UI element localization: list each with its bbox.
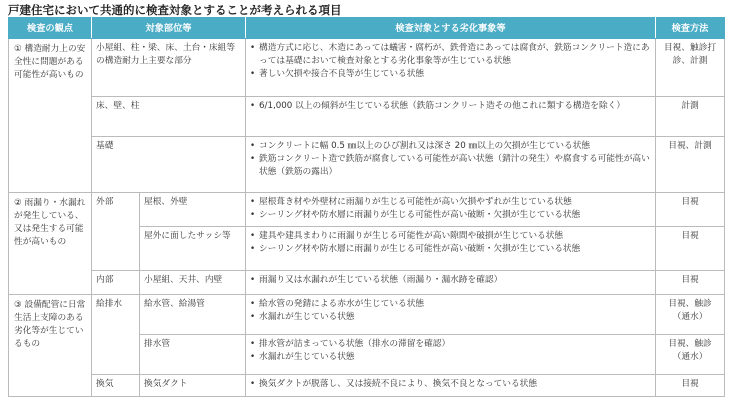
target-cell: 給水管、給湯管 [140,295,246,335]
inspection-table [8,17,725,397]
group-cell: 内部 [92,271,140,295]
table-row [9,375,725,397]
table-row [9,137,725,193]
target-cell: 屋外に面したサッシ等 [140,227,246,271]
table-row [9,193,725,227]
deterioration-cell [246,227,656,271]
deterioration-cell [246,137,656,193]
target-cell: 換気ダクト [140,375,246,397]
deterioration-item: • 屋根葺き材や外壁材に雨漏りが生じる可能性が高い欠損やずれが生じている状態 [250,196,651,209]
deterioration-item: • シーリング材や防水層に雨漏りが生じる可能性が高い破断・欠損が生じている状態 [250,209,651,222]
deterioration-item: • 換気ダクトが脱落し、又は接続不良により、換気不良となっている状態 [250,378,651,391]
target-cell: 小屋組、柱・梁、床、土台・床組等の構造耐力上主要な部分 [92,39,246,97]
document-title: 戸建住宅において共通的に検査対象とすることが考えられる項目 [8,3,342,17]
deterioration-item: • 給水管の発錆による赤水が生じている状態 [250,298,651,311]
header-method: 検査方法 [656,18,725,39]
deterioration-item: • 構造方式に応じ、木造にあっては蟻害・腐朽が、鉄骨造にあっては腐食が、鉄筋コンクリート造にあっては基礎において検査対象とする劣化事象等が生じている状態 [250,42,651,68]
deterioration-item: • 雨漏り又は水漏れが生じている状態（雨漏り・漏水跡を確認） [250,274,651,287]
deterioration-cell [246,375,656,397]
target-cell: 小屋組、天井、内壁 [140,271,246,295]
group-cell: 外部 [92,193,140,271]
deterioration-cell [246,335,656,375]
table-row [9,97,725,137]
deterioration-item: • 6/1,000 以上の傾斜が生じている状態（鉄筋コンクリート造その他これに類する構造を除く） [250,100,651,113]
table-row [9,271,725,295]
table-header-row [9,18,725,39]
aspect-cell: ① 構造耐力上の安全性に問題がある可能性が高いもの [9,39,92,193]
header-target: 対象部位等 [92,18,246,39]
deterioration-item: • 水漏れが生じている状態 [250,311,651,324]
target-cell: 基礎 [92,137,246,193]
aspect-cell: ③ 設備配管に日常生活上支障のある劣化等が生じているもの [9,295,92,397]
table-row [9,295,725,335]
method-cell: 目視 [656,271,725,295]
method-cell: 目視 [656,375,725,397]
target-cell: 排水管 [140,335,246,375]
target-cell: 床、壁、柱 [92,97,246,137]
deterioration-cell [246,193,656,227]
header-deterioration: 検査対象とする劣化事象等 [246,18,656,39]
deterioration-item: • シーリング材や防水層に雨漏りが生じる可能性が高い破断・欠損が生じている状態 [250,243,651,256]
deterioration-cell [246,271,656,295]
deterioration-item: • 鉄筋コンクリート造で鉄筋が腐食している可能性が高い状態（錆汁の発生）や腐食する可能性が高い状態（鉄筋の露出） [250,153,651,179]
deterioration-item: • 水漏れが生じている状態 [250,351,651,364]
method-cell: 計測 [656,97,725,137]
table-row [9,39,725,97]
group-cell: 給排水 [92,295,140,375]
method-cell: 目視、触診打診、計測 [656,39,725,97]
deterioration-item: • 著しい欠損や接合不良等が生じている状態 [250,68,651,81]
header-aspect: 検査の観点 [9,18,92,39]
deterioration-item: • コンクリートに幅 0.5 ㎜以上のひび割れ又は深さ 20 ㎜以上の欠損が生じている状態 [250,140,651,153]
method-cell: 目視 [656,193,725,227]
group-cell: 換気 [92,375,140,397]
deterioration-cell [246,97,656,137]
deterioration-cell [246,39,656,97]
deterioration-item: • 建具や建具まわりに雨漏りが生じる可能性が高い隙間や破損が生じている状態 [250,230,651,243]
method-cell: 目視、計測 [656,137,725,193]
method-cell: 目視、触診（通水） [656,335,725,375]
deterioration-cell [246,295,656,335]
method-cell: 目視、触診（通水） [656,295,725,335]
method-cell: 目視 [656,227,725,271]
aspect-cell: ② 雨漏り・水漏れが発生している、又は発生する可能性が高いもの [9,193,92,295]
target-cell: 屋根、外壁 [140,193,246,227]
deterioration-item: • 排水管が詰まっている状態（排水の滞留を確認） [250,338,651,351]
